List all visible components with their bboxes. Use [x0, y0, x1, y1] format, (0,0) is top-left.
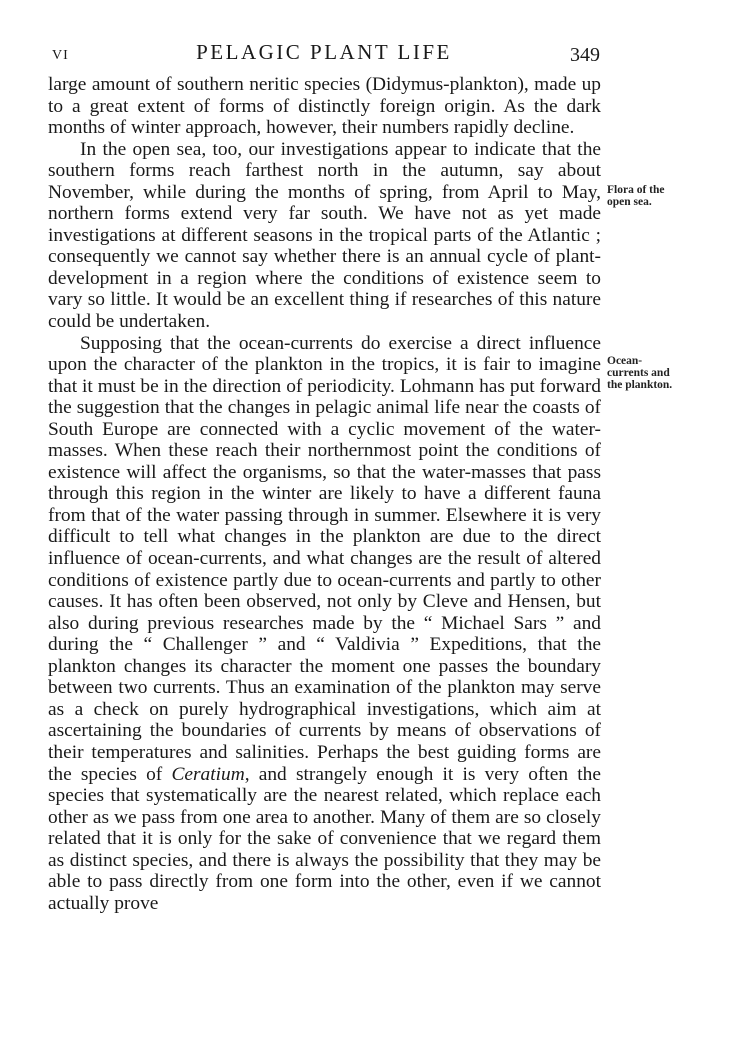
sidenote-line: Ocean- — [607, 355, 643, 367]
body-text — [48, 74, 601, 914]
paragraph-1: large amount of southern neritic species (Didymus-plankton), made up to a great extent of forms of distinctly foreign origin. As the dark months of winter approach, however, their numbers rapidly decline. — [48, 74, 601, 139]
page-number: 349 — [570, 44, 600, 66]
chapter-number: VI — [52, 48, 69, 63]
paragraph-3 — [48, 333, 601, 915]
sidenote-line: the plankton. — [607, 379, 673, 391]
paragraph-3-part-1: Supposing that the ocean-currents do exercise a direct influence upon the character of the plankton in the tropics, it is fair to imagine that it must be in the direction of periodicity. Lohmann has put forward the suggestion that the changes in pelagic animal life near the coasts of South Europe are connected with a cyclic movement of the water-masses. When these reach their northernmost point the conditions of existence will affect the organisms, so that the water-masses that pass through this region in the winter are likely to have a different fauna from that of the water passing through in summer. Elsewhere it is very difficult to tell what changes in the plankton are due to the direct influence of ocean-currents, and what changes are the result of altered conditions of existence partly due to ocean-currents and partly to other causes. It has often been observed, not only by Cleve and Hensen, but also during previous researches made by the “ Michael Sars ” and during the “ Challenger ” and “ Valdivia ” Expeditions, that the plankton changes its character the moment one passes the boundary between two currents. Thus an examination of the plankton may serve as a check on purely hydrographical investigations, which aim at ascertaining the boundaries of currents by means of observations of their temperatures and salinities. Perhaps the best guiding forms are the species of — [48, 332, 601, 785]
sidenote-flora-of-open-sea — [607, 184, 697, 208]
paragraph-3-part-2: , and strangely enough it is very often the species that systematically are the nearest related, which replace each other as we pass from one area to another. Many of them are so closely related that it is only for the sake of convenience that we regard them as distinct species, and there is always the possibility that they may be able to pass directly from one form into the other, even if we cannot actually prove — [48, 763, 601, 914]
page-header — [48, 38, 600, 70]
sidenote-line: open sea. — [607, 196, 652, 208]
paragraph-2: In the open sea, too, our investigations appear to indicate that the southern forms reach farthest north in the autumn, say about November, while during the months of spring, from April to May, northern forms extend very far south. We have not as yet made investigations at different seasons in the tropical parts of the Atlantic ; consequently we cannot say whether there is an annual cycle of plant-development in a region where the conditions of existence seem to vary so little. It would be an excellent thing if researches of this nature could be undertaken. — [48, 138, 601, 333]
sidenote-line: Flora of the — [607, 184, 665, 196]
sidenote-ocean-currents — [607, 355, 697, 391]
ceratium-italic: Ceratium — [171, 763, 245, 785]
running-title: PELAGIC PLANT LIFE — [196, 40, 452, 64]
sidenote-line: currents and — [607, 367, 670, 379]
